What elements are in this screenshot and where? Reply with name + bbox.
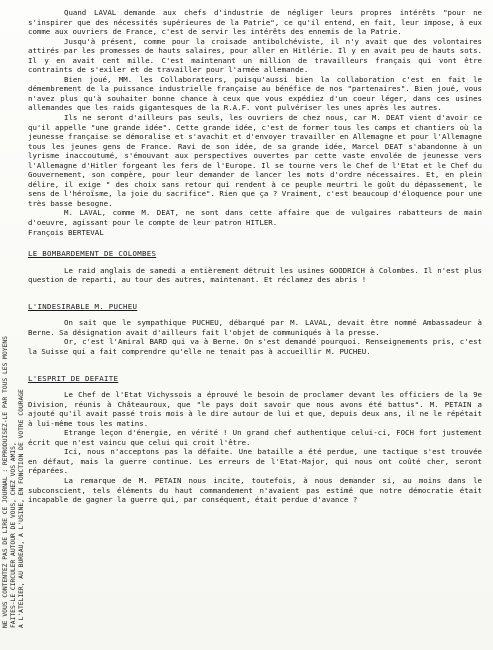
margin-note-line-1: NE VOUS CONTENTEZ PAS DE LIRE CE JOURNAL : REPRODUISEZ-LE PAR TOUS LES MOYENS [2,336,9,628]
article4-title: L'ESPRIT DE DEFAITE [28,373,119,383]
article3-paragraph-1: On sait que le sympathique PUCHEU, débarqué par M. LAVAL, devait être nommé Ambassadeur à Berne. Sa désignation avait d'ailleurs fait l'objet de communiqués à la presse. [28,318,482,337]
margin-note-line-2: FAITES-LE CIRCULER AUTOUR DE VOUS, CHEZ VOS AMIS, [10,442,17,628]
article3-title: L'INDESIRABLE M. PUCHEU [28,301,138,311]
margin-note [0,300,25,630]
article3-paragraph-2: Or, c'est l'Amiral BARD qui va à Berne. On s'est demandé pourquoi. Renseignements pris, c'est la Suisse qui a fait comprendre qu'elle ne tenait pas à accueillir M. PUCHEU. [28,337,482,356]
article1-paragraph-5: M. LAVAL, comme M. DEAT, ne sont dans cette affaire que de vulgaires rabatteurs de main d'oeuvre, agissant pour le compte de leur patron HITLER. [28,208,482,228]
article4-paragraph-4: La remarque de M. PETAIN nous incite, toutefois, à nous demander si, au moins dans le subconscient, tels éléments du haut commandement n'avaient pas estimé que notre démocratie était incapable de gagner la guerre qui, par conséquent, était perdue d'avance ? [28,475,482,505]
article1-signature: François BERTEVAL [28,227,104,237]
article2-body: Le raid anglais de samedi a entièrement détruit les usines GOODRICH à Colombes. Il n'est plus question de reparti, au tour des autres, maintenant. Et réclamez des abris ! [28,265,482,285]
margin-note-line-3: A L'ATELIER, AU BUREAU, A L'USINE, EN FONCTION DE VOTRE COURAGE [18,389,25,628]
text-column [28,8,482,505]
article1-paragraph-3: Bien joué, MM. les Collaborateurs, puisqu'aussi bien la collaboration c'est en fait le démembrement de la puissance industrielle française au bénéfice de nos "partenaires". Bien joué, vous n'avez plus qu'à souhaiter bonne chance à ceux que vous expédiez d'un coeur léger, dans ces usines allemandes que les raids gigantesques de la R.A.F. vont pulvériser les unes après les autres. [28,74,482,113]
article1-paragraph-2: Jusqu'à présent, comme pour la croisade antibolchéviste, il n'y avait que des volontaires attirés par les promesses de hauts salaires, pour aller en Hitlérie. Il y en avait peu de hauts sots. Il y en avait cent mille. C'est maintenant un million de travailleurs français qui vont être contraints de s'exiler et de travailler pour l'armée allemande. [28,36,482,75]
article4-paragraph-1: Le Chef de l'Etat Vichyssois a éprouvé le besoin de proclamer devant les officiers de la 9e Division, réunis à Châteauroux, que "le pays doit savoir que nous avons été battus". M. PETAIN a ajouté qu'il avait passé trois mois à le dire autour de lui et que, depuis deux ans, il ne le répétait à lui-même tous les matins. [28,390,482,428]
article4-paragraph-3: Ici, nous n'acceptons pas la défaite. Une bataille a été perdue, une tactique s'est trouvée en défaut, mais la guerre continue. Les erreurs de l'Etat-Major, qui nous ont coûté cher, seront réparées. [28,447,482,476]
article4-paragraph-2: Etrange leçon d'énergie, en vérité ! Un grand chef authentique celui-ci, FOCH fort justement écrit que n'est vaincu que celui qui croit l'être. [28,428,482,447]
article1-paragraph-4: Ils ne seront d'ailleurs pas seuls, les ouvriers de chez nous, car M. DEAT vient d'avoir ce qu'il appelle "une grande idée". Cette grande idée, c'est de former tous les camps et chantiers où la jeunesse française se démoralise et s'avachit et d'envoyer travailler en Allemagne et pour l'Allemagne tous les jeunes gens de France. Ravi de son idée, de sa grande idée, Marcel DEAT s'abandonne à un lyrisme inaccoutumé, s'émouvant aux perspectives ouvertes par cette vaste envolée de jeunesse vers l'Allemagne d'Hitler forgeant les fers de l'Europe. Il se tourne vers le Chef de l'Etat et le Chef du Gouvernement, son compère, pour leur demander de lancer les mots d'ordre nécessaires. Et, en plein délire, il exige " des choix sans retour qui rendent à ce peuple meurtri le goût du dépassement, le sens de l'héroïsme, la joie du sacrifice". Rien que ça ? Vraiment, c'est beaucoup d'éloquence pour une très basse besogne. [28,113,482,208]
article1-paragraph-1: Quand LAVAL demande aux chefs d'industrie de négliger leurs propres intérêts "pour ne s'inspirer que des nécessités supérieures de la Patrie", ce qu'il entend, en fait, leur impose, à eux comme aux ouvriers de France, c'est de servir les intérêts des ennemis de la Patrie. [28,8,482,37]
article2-title: LE BOMBARDEMENT DE COLOMBES [28,249,157,259]
